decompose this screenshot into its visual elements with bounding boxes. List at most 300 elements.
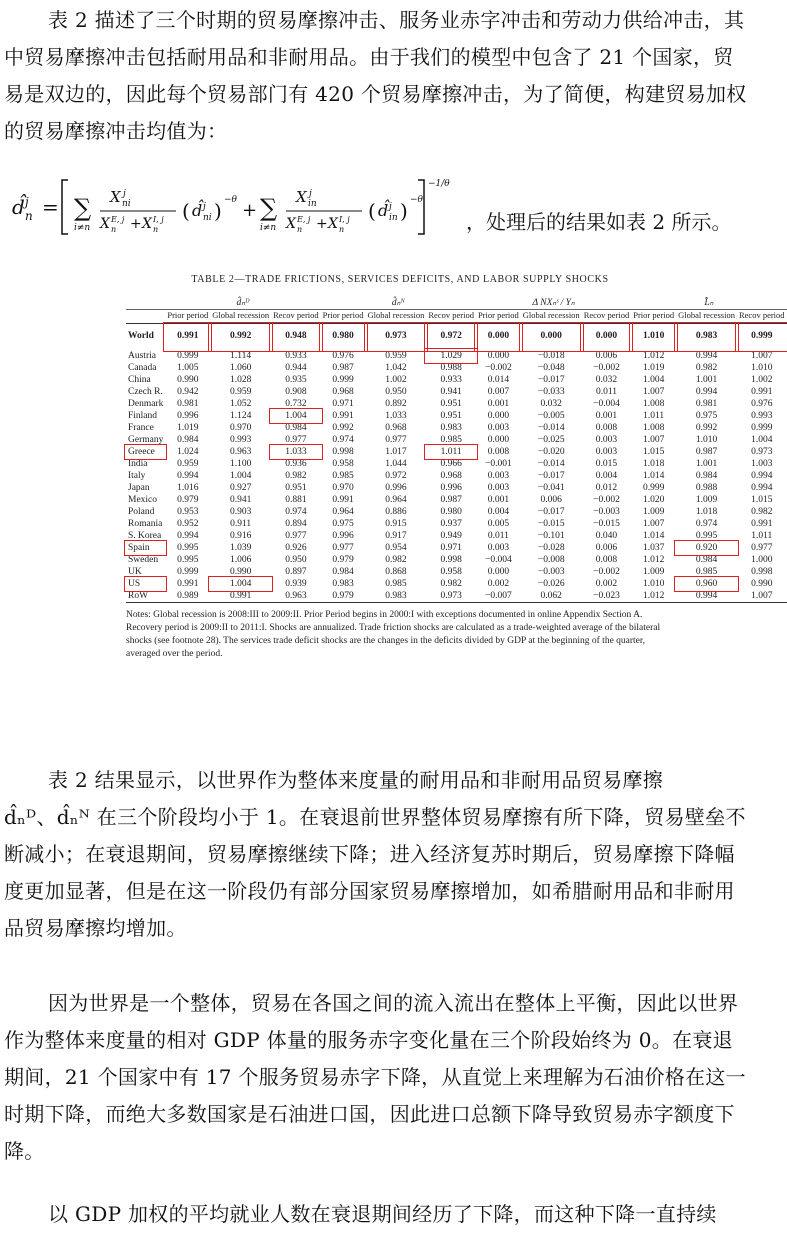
value-cell: 0.991 — [210, 590, 271, 603]
value-cell: 0.991 — [751, 387, 773, 397]
value-cell: 0.999 — [642, 483, 665, 493]
value-cell: 0.952 — [177, 519, 199, 529]
value-cell: 0.960 — [676, 578, 737, 590]
value-cell: 1.004 — [210, 578, 271, 590]
value-cell: 0.994 — [695, 387, 718, 397]
value-cell: 1.044 — [385, 459, 407, 469]
value-cell: −0.001 — [485, 459, 512, 469]
value-cell: 0.942 — [177, 387, 199, 397]
value-cell: 0.998 — [332, 447, 354, 457]
country-cell: Romania — [128, 519, 163, 529]
subheader-cell: Global recession — [676, 310, 737, 324]
value-cell: 1.001 — [695, 459, 718, 469]
value-cell: 0.987 — [332, 363, 354, 373]
value-cell: 1.007 — [642, 387, 665, 397]
value-cell: 1.004 — [271, 410, 321, 422]
value-cell: 0.951 — [285, 483, 307, 493]
value-cell: 0.933 — [440, 375, 462, 385]
value-cell: 0.994 — [177, 531, 199, 541]
value-cell: 0.998 — [440, 555, 462, 565]
country-cell: Denmark — [128, 399, 164, 409]
value-cell: 1.000 — [751, 555, 773, 565]
country-cell: China — [128, 375, 151, 385]
subheader-cell: Global recession — [521, 310, 582, 324]
value-cell: 0.984 — [332, 567, 354, 577]
value-cell: 0.881 — [285, 495, 307, 505]
value-cell: 0.006 — [595, 543, 618, 553]
value-cell: −0.004 — [593, 399, 620, 409]
value-cell: 0.988 — [440, 363, 462, 373]
value-cell: −0.004 — [485, 555, 512, 565]
value-cell: 0.951 — [440, 411, 462, 421]
value-cell: 0.959 — [229, 387, 252, 397]
value-cell: 0.000 — [487, 567, 510, 577]
svg-text:−θ: −θ — [224, 195, 237, 205]
value-cell: 1.017 — [385, 447, 407, 457]
value-cell: 0.984 — [285, 423, 307, 433]
value-cell: 0.903 — [229, 507, 252, 517]
value-cell: 1.020 — [642, 495, 665, 505]
value-cell: 0.990 — [177, 375, 199, 385]
value-cell: 0.983 — [440, 423, 462, 433]
value-cell: 0.968 — [440, 471, 462, 481]
group-header-nondurables: d̂ₙᴺ — [321, 293, 476, 310]
value-cell: 0.953 — [177, 507, 199, 517]
subheader-cell: Global recession — [366, 310, 427, 324]
subheader-cell: Recov period — [271, 310, 321, 324]
value-cell: 0.970 — [229, 423, 252, 433]
value-cell: 1.012 — [642, 555, 665, 565]
svg-text:=: = — [42, 195, 59, 219]
table-notes: Notes: Global recession is 2008:III to 2009:II. Prior Period begins in 2000:I with exceptions documented in online Appendix Section A. Recovery period is 2009:II to 2011:I. Shocks are annualized. Trade friction shocks are calculated as a trade-weighted average of the bilateral shocks (see footnote 28). The services trade deficit shocks are the changes in the deficits divided by GDP at the beginning of the quarter, averaged over the period. — [126, 610, 661, 659]
value-cell: 0.996 — [385, 483, 407, 493]
svg-text:+: + — [242, 200, 258, 221]
value-cell: 1.018 — [642, 459, 665, 469]
country-cell: Mexico — [128, 495, 158, 505]
value-cell: 1.124 — [229, 411, 252, 421]
value-cell: 0.985 — [440, 435, 462, 445]
country-cell: UK — [128, 567, 142, 577]
svg-text:i≠n: i≠n — [260, 223, 277, 233]
value-cell: 1.037 — [642, 543, 665, 553]
svg-text:n: n — [297, 225, 303, 234]
subheader-cell: Recov period — [582, 310, 632, 324]
table-row — [126, 422, 787, 434]
value-cell: 0.976 — [751, 399, 773, 409]
value-cell: 0.950 — [385, 387, 407, 397]
country-cell: Austria — [128, 351, 156, 361]
value-cell: 0.992 — [695, 423, 718, 433]
value-cell: 0.991 — [332, 411, 354, 421]
value-cell: 0.032 — [595, 375, 618, 385]
value-cell: 1.015 — [642, 447, 665, 457]
paragraph-results-line1: 表 2 结果显示，以世界作为整体来度量的耐用品和非耐用品贸易摩擦 — [48, 768, 664, 792]
svg-text:j: j — [25, 195, 29, 209]
value-cell: 0.003 — [487, 423, 510, 433]
value-cell: 1.003 — [751, 459, 773, 469]
svg-text:E, j: E, j — [297, 215, 311, 224]
country-cell: US — [126, 578, 165, 590]
value-cell: 0.968 — [332, 387, 354, 397]
value-cell: 0.979 — [321, 590, 366, 603]
table-row — [126, 446, 787, 458]
value-cell: 1.014 — [642, 531, 665, 541]
value-cell: 0.988 — [695, 483, 718, 493]
svg-text:−1/θ: −1/θ — [428, 179, 450, 189]
value-cell: 0.994 — [177, 471, 199, 481]
svg-text:X: X — [328, 216, 338, 232]
country-cell: Italy — [128, 471, 146, 481]
table-row — [126, 542, 787, 554]
value-cell: 0.973 — [751, 447, 773, 457]
group-header-labor: L̂ₙ — [631, 293, 786, 310]
value-cell: 0.004 — [595, 471, 618, 481]
value-cell: 0.999 — [177, 567, 199, 577]
value-cell: 0.968 — [385, 423, 407, 433]
value-cell: 0.941 — [229, 495, 252, 505]
value-cell: 0.999 — [332, 375, 354, 385]
value-cell: 0.989 — [165, 590, 210, 603]
value-cell: −0.101 — [537, 531, 565, 541]
value-cell: 0.984 — [695, 555, 718, 565]
value-cell: 0.004 — [487, 507, 510, 517]
value-cell: 0.991 — [177, 579, 199, 589]
value-cell: 0.979 — [177, 495, 199, 505]
value-cell: 0.982 — [285, 471, 307, 481]
subheader-cell: Global recession — [210, 310, 271, 324]
value-cell: 0.015 — [595, 459, 618, 469]
svg-text:+: + — [316, 216, 328, 232]
svg-text:j: j — [123, 189, 126, 199]
value-cell: −0.002 — [593, 567, 620, 577]
value-cell: 1.009 — [642, 567, 665, 577]
table-row — [126, 482, 787, 494]
svg-text:X: X — [286, 216, 296, 232]
value-cell: 0.972 — [426, 324, 476, 351]
value-cell: 0.959 — [177, 459, 199, 469]
value-cell: 0.000 — [476, 324, 521, 351]
value-cell: 0.994 — [676, 590, 737, 603]
value-cell: 1.033 — [385, 411, 407, 421]
value-cell: 0.984 — [695, 471, 718, 481]
value-cell: 1.009 — [695, 495, 718, 505]
value-cell: 1.004 — [642, 375, 665, 385]
value-cell: 0.941 — [440, 387, 462, 397]
value-cell: 1.060 — [229, 363, 252, 373]
paragraph-employment: 以 GDP 加权的平均就业人数在衰退期间经历了下降，而这种下降一直持续 — [48, 1202, 717, 1226]
value-cell: 0.985 — [695, 567, 718, 577]
value-cell: 0.001 — [487, 399, 510, 409]
value-cell: 0.951 — [440, 399, 462, 409]
group-header-durables: d̂ₙᴰ — [165, 293, 320, 310]
table-row — [126, 554, 787, 566]
country-cell: RoW — [126, 590, 165, 603]
svg-text:(: ( — [182, 199, 190, 223]
value-cell: 1.009 — [642, 507, 665, 517]
value-cell: 0.926 — [285, 543, 307, 553]
value-cell: −0.008 — [537, 555, 565, 565]
group-header-services-deficit: Δ NXₙˢ / Yₙ — [476, 293, 631, 310]
svg-text:−θ: −θ — [410, 195, 423, 205]
svg-text:n: n — [111, 225, 117, 234]
value-cell: −0.007 — [476, 590, 521, 603]
value-cell: 0.964 — [385, 495, 407, 505]
value-cell: 0.040 — [595, 531, 618, 541]
value-cell: 0.973 — [366, 324, 427, 351]
value-cell: 0.995 — [177, 555, 199, 565]
value-cell: 0.974 — [285, 507, 307, 517]
value-cell: 0.897 — [285, 567, 307, 577]
svg-text:): ) — [214, 199, 222, 223]
value-cell: 1.007 — [642, 435, 665, 445]
value-cell: 0.981 — [177, 399, 199, 409]
value-cell: 0.991 — [751, 519, 773, 529]
value-cell: −0.017 — [537, 471, 565, 481]
value-cell: 0.990 — [229, 567, 252, 577]
value-cell: 1.012 — [631, 590, 676, 603]
value-cell: 0.927 — [229, 483, 252, 493]
svg-text:j: j — [203, 202, 206, 212]
value-cell: −0.014 — [537, 423, 565, 433]
formula-block — [6, 172, 754, 242]
value-cell: −0.014 — [537, 459, 565, 469]
value-cell: 0.982 — [385, 555, 407, 565]
value-cell: 0.911 — [230, 519, 252, 529]
svg-text:in: in — [308, 199, 317, 209]
value-cell: 0.959 — [385, 351, 407, 361]
value-cell: 1.033 — [271, 446, 321, 458]
value-cell: 0.935 — [285, 375, 307, 385]
value-cell: 0.981 — [695, 399, 718, 409]
value-cell: 1.008 — [642, 423, 665, 433]
value-cell: 0.984 — [177, 435, 199, 445]
value-cell: −0.003 — [593, 507, 620, 517]
value-cell: 1.012 — [642, 351, 665, 361]
svg-text:+: + — [130, 216, 142, 232]
svg-text:ni: ni — [203, 213, 212, 223]
svg-text:X: X — [100, 216, 110, 232]
value-cell: 0.985 — [385, 579, 407, 589]
svg-text:i≠n: i≠n — [74, 223, 91, 233]
value-cell: 0.963 — [229, 447, 252, 457]
value-cell: −0.041 — [537, 483, 565, 493]
value-cell: 1.007 — [642, 519, 665, 529]
value-cell: 1.006 — [229, 555, 252, 565]
value-cell: 0.975 — [332, 519, 354, 529]
value-cell: 0.987 — [695, 447, 718, 457]
country-cell: Finland — [128, 411, 158, 421]
subheader-row — [126, 310, 787, 324]
value-cell: 1.042 — [385, 363, 407, 373]
country-cell: S. Korea — [128, 531, 162, 541]
country-cell: Greece — [126, 446, 165, 458]
value-cell: 1.024 — [177, 447, 199, 457]
value-cell: 0.983 — [676, 324, 737, 351]
country-cell: Germany — [128, 435, 164, 445]
value-cell: 1.001 — [695, 375, 718, 385]
value-cell: 0.939 — [285, 579, 307, 589]
value-cell: 0.933 — [285, 351, 307, 361]
value-cell: 0.000 — [582, 324, 632, 351]
svg-text:I, j: I, j — [153, 215, 164, 224]
value-cell: 0.937 — [440, 519, 462, 529]
value-cell: 0.011 — [487, 531, 509, 541]
value-cell: 0.908 — [285, 387, 307, 397]
value-cell: 0.917 — [385, 531, 407, 541]
value-cell: 0.003 — [595, 435, 618, 445]
value-cell: 0.974 — [695, 519, 718, 529]
svg-text:n: n — [339, 225, 345, 234]
value-cell: −0.048 — [537, 363, 565, 373]
value-cell: 1.007 — [751, 351, 773, 361]
svg-text:(: ( — [368, 199, 376, 223]
value-cell: 1.002 — [385, 375, 407, 385]
svg-text:ni: ni — [122, 199, 131, 209]
value-cell: 1.114 — [230, 351, 252, 361]
formula-trailing-text: ，处理后的结果如表 2 所示。 — [466, 210, 732, 234]
value-cell: 0.982 — [440, 579, 462, 589]
value-cell: 0.949 — [440, 531, 462, 541]
value-cell: 0.999 — [737, 324, 787, 351]
value-cell: 0.003 — [487, 471, 510, 481]
value-cell: 0.982 — [751, 507, 773, 517]
table-row — [126, 506, 787, 518]
value-cell: 0.920 — [676, 542, 737, 554]
table-row — [126, 350, 787, 362]
svg-text:X: X — [110, 188, 121, 206]
svg-text:j: j — [309, 189, 312, 199]
value-cell: 0.977 — [332, 543, 354, 553]
value-cell: 0.993 — [751, 411, 773, 421]
table-row — [126, 434, 787, 446]
subheader-cell: Prior period — [631, 310, 676, 324]
subheader-cell: Prior period — [165, 310, 210, 324]
svg-text:d̂: d̂ — [12, 195, 25, 219]
table-row — [126, 566, 787, 578]
value-cell: 0.007 — [487, 387, 510, 397]
value-cell: 0.958 — [440, 567, 462, 577]
paragraph-intro: 表 2 描述了三个时期的贸易摩擦冲击、服务业赤字冲击和劳动力供给冲击，其中贸易摩擦冲击包括耐用品和非耐用品。由于我们的模型中包含了 21 个国家，贸易是双边的，因此每个贸易部门有 420 个贸易摩擦冲击，为了简便，构建贸易加权的贸易摩擦冲击均值为： — [4, 8, 747, 143]
table-row — [126, 374, 787, 386]
table-row — [126, 518, 787, 530]
value-cell: 0.008 — [487, 447, 510, 457]
value-cell: 0.003 — [595, 447, 618, 457]
value-cell: 0.993 — [229, 435, 252, 445]
value-cell: 0.732 — [285, 399, 307, 409]
value-cell: 0.000 — [487, 351, 510, 361]
value-cell: 0.977 — [385, 435, 407, 445]
value-cell: 1.010 — [631, 324, 676, 351]
value-cell: −0.017 — [537, 375, 565, 385]
svg-text:in: in — [389, 213, 398, 223]
value-cell: 0.001 — [595, 411, 618, 421]
table-row — [126, 590, 787, 603]
svg-text:X: X — [142, 216, 152, 232]
value-cell: 0.006 — [540, 495, 562, 505]
value-cell: 0.032 — [540, 399, 562, 409]
value-cell: 0.006 — [595, 351, 618, 361]
table-row — [126, 398, 787, 410]
value-cell: −0.002 — [593, 495, 620, 505]
value-cell: 0.008 — [595, 423, 618, 433]
svg-text:E, j: E, j — [111, 215, 125, 224]
value-cell: 0.011 — [595, 387, 617, 397]
value-cell: −0.028 — [537, 543, 565, 553]
value-cell: −0.033 — [537, 387, 565, 397]
value-cell: 0.000 — [487, 435, 510, 445]
value-cell: 0.003 — [487, 483, 510, 493]
value-cell: 0.973 — [426, 590, 476, 603]
value-cell: 1.002 — [751, 375, 773, 385]
value-cell: 1.010 — [642, 579, 665, 589]
value-cell: 0.998 — [751, 567, 773, 577]
value-cell: −0.017 — [537, 507, 565, 517]
value-cell: 0.971 — [332, 399, 354, 409]
value-cell: 0.996 — [332, 531, 354, 541]
svg-text:d̂: d̂ — [192, 201, 203, 220]
value-cell: 1.010 — [751, 363, 773, 373]
table-row — [126, 470, 787, 482]
value-cell: 0.936 — [285, 459, 307, 469]
svg-text:X: X — [296, 188, 307, 206]
value-cell: 1.008 — [642, 399, 665, 409]
value-cell: −0.018 — [537, 351, 565, 361]
value-cell: 0.985 — [332, 471, 354, 481]
value-cell: 0.062 — [521, 590, 582, 603]
value-cell: 0.975 — [695, 411, 718, 421]
value-cell: 0.948 — [271, 324, 321, 351]
subheader-cell: Recov period — [737, 310, 787, 324]
svg-text:n: n — [153, 225, 159, 234]
value-cell: 0.994 — [751, 471, 773, 481]
table-caption: TABLE 2—TRADE FRICTIONS, SERVICES DEFICITS, AND LABOR SUPPLY SHOCKS — [191, 274, 609, 285]
subheader-cell: Recov period — [426, 310, 476, 324]
value-cell: 0.971 — [440, 543, 462, 553]
table-2-image — [120, 268, 785, 748]
table-row — [126, 458, 787, 470]
paragraph-services-deficit: 因为世界是一个整体，贸易在各国之间的流入流出在整体上平衡，因此以世界作为整体来度量的相对 GDP 体量的服务赤字变化量在三个阶段始终为 0。在衰退期间，21 个国家中有 17 个服务贸易赤字下降，从直觉上来理解为石油价格在这一时期下降，而绝大多数国家是石油进口国，因此进口总额下降导致贸易赤字额度下降。 — [4, 991, 746, 1163]
svg-text:j: j — [389, 202, 392, 212]
value-cell: 0.972 — [385, 471, 407, 481]
value-cell: 1.011 — [426, 446, 476, 458]
subheader-cell: Prior period — [321, 310, 366, 324]
value-cell: 0.976 — [332, 351, 354, 361]
table-row — [126, 362, 787, 374]
value-cell: 0.894 — [285, 519, 307, 529]
country-cell: France — [128, 423, 154, 433]
value-cell: 0.970 — [332, 483, 354, 493]
value-cell: 0.980 — [321, 324, 366, 351]
value-cell: −0.015 — [537, 519, 565, 529]
table-row — [126, 530, 787, 542]
value-cell: 0.966 — [440, 459, 462, 469]
value-cell: 0.886 — [385, 507, 407, 517]
value-cell: −0.002 — [593, 363, 620, 373]
table-row — [126, 324, 787, 351]
paragraph-results: d̂ₙᴰ、d̂ₙᴺ 在三个阶段均小于 1。在衰退前世界整体贸易摩擦有所下降，贸易壁垒不断减小；在衰退期间，贸易摩擦继续下降；进入经济复苏时期后，贸易摩擦下降幅度更加显著，但是在这一阶段仍有部分国家贸易摩擦增加，如希腊耐用品和非耐用品贸易摩擦均增加。 — [4, 805, 746, 940]
value-cell: 1.015 — [751, 495, 773, 505]
country-cell: Canada — [128, 363, 157, 373]
value-cell: −0.023 — [582, 590, 632, 603]
value-cell: 0.994 — [695, 351, 718, 361]
value-cell: 0.012 — [595, 483, 618, 493]
value-cell: −0.020 — [537, 447, 565, 457]
value-cell: 0.979 — [332, 555, 354, 565]
value-cell: 0.958 — [332, 459, 354, 469]
svg-text:): ) — [400, 199, 408, 223]
value-cell: 0.977 — [285, 531, 307, 541]
country-cell: World — [128, 331, 154, 341]
